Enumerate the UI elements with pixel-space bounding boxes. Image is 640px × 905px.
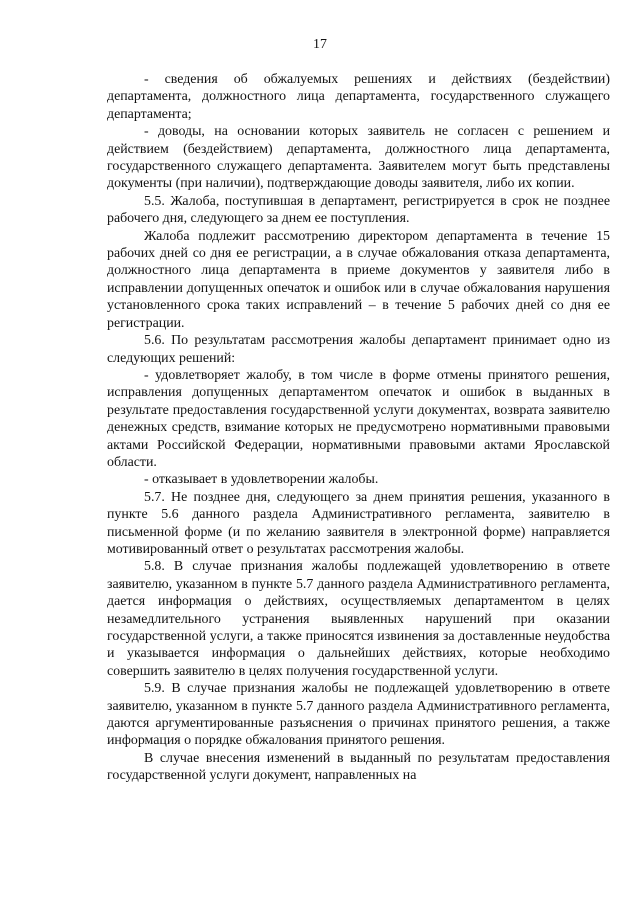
paragraph: - доводы, на основании которых заявитель не согласен с решением и действием (бездействием) департамента, должностного лица департамента, государственного служащего департамента. Заявителем могут быть представлены документы (при наличии), подтверждающие доводы заявителя, либо их копии. [107, 124, 610, 192]
page-number: 17 [313, 37, 327, 52]
paragraph: - сведения об обжалуемых решениях и действиях (бездействии) департамента, должностного лица департамента, государственного служащего департамента; [107, 72, 610, 122]
paragraph: 5.9. В случае признания жалобы не подлежащей удовлетворению в ответе заявителю, указанном в пункте 5.7 данного раздела Административного регламента, даются аргументированные разъяснения о причинах принятого решения, а также информация о порядке обжалования принятого решения. [107, 681, 610, 749]
paragraph: Жалоба подлежит рассмотрению директором департамента в течение 15 рабочих дней со дня ее регистрации, а в случае обжалования отказа департамента, должностного лица департамента в приеме документов у заявителя либо в исправлении допущенных опечаток и ошибок или в случае обжалования нарушения установленного срока таких исправлений – в течение 5 рабочих дней со дня ее регистрации. [107, 228, 610, 331]
paragraph: 5.7. Не позднее дня, следующего за днем принятия решения, указанного в пункте 5.6 данного раздела Административного регламента, заявителю в письменной форме (и по желанию заявителя в электронной форме) направляется мотивированный ответ о результатах рассмотрения жалобы. [107, 489, 610, 557]
paragraph: В случае внесения изменений в выданный по результатам предоставления государственной услуги документ, направленных на [107, 750, 610, 784]
paragraph: 5.6. По результатам рассмотрения жалобы департамент принимает одно из следующих решений: [107, 333, 610, 366]
paragraph: - удовлетворяет жалобу, в том числе в форме отмены принятого решения, исправления допущенных департаментом опечаток и ошибок в выданных в результате предоставления государственной услуги документах, возврата заявителю денежных средств, взимание которых не предусмотрено нормативными правовыми актами Российской Федерации, нормативными правовыми актами Ярославской области. [107, 367, 610, 470]
paragraph: 5.5. Жалоба, поступившая в департамент, регистрируется в срок не позднее рабочего дня, следующего за днем ее поступления. [107, 193, 610, 227]
paragraph: - отказывает в удовлетворении жалобы. [144, 472, 379, 488]
paragraph: 5.8. В случае признания жалобы подлежащей удовлетворению в ответе заявителю, указанном в пункте 5.7 данного раздела Административного регламента, дается информация о действиях, осуществляемых департаментом в целях незамедлительного устранения выявленных нарушений при оказании государственной услуги, а также приносятся извинения за доставленные неудобства и указывается информация о дальнейших действиях, которые необходимо совершить заявителю в целях получения государственной услуги. [107, 559, 610, 679]
document-body [107, 71, 610, 785]
